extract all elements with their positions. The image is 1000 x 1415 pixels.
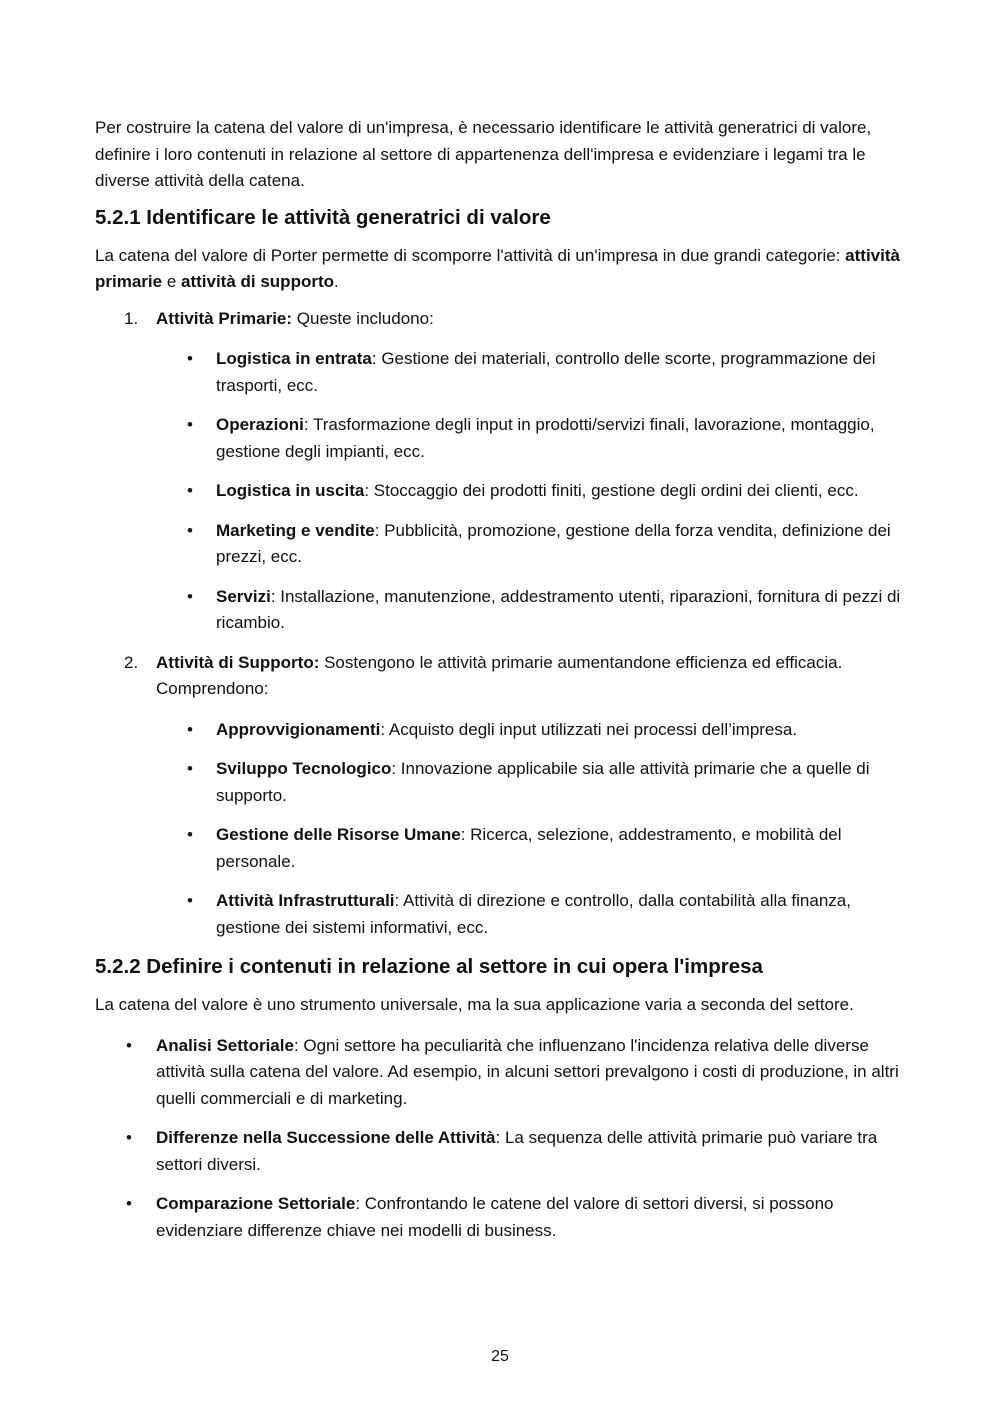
support-activities-list [156, 717, 907, 942]
document-page [95, 115, 907, 1257]
list-item: • Logistica in entrata: Gestione dei materiali, controllo delle scorte, programmazione dei trasporti, ecc. [187, 349, 876, 395]
intro-paragraph: Per costruire la catena del valore di un'impresa, è necessario identificare le attività generatrici di valore, definire i loro contenuti in relazione al settore di appartenenza dell'impresa e evidenziare i legami tra le diverse attività della catena. [95, 118, 872, 190]
list-item: • Gestione delle Risorse Umane: Ricerca, selezione, addestramento, e mobilità del personale. [187, 825, 842, 871]
list-item: • Operazioni: Trasformazione degli input in prodotti/servizi finali, lavorazione, montaggio, gestione degli impianti, ecc. [187, 415, 875, 461]
list-item-support-activities: 2. Attività di Supporto: Sostengono le attività primarie aumentandone efficienza ed efficacia. Comprendono: • Approvvigionamenti: Acquisto degli input utilizzati nei processi dell’impresa. • Sviluppo Tecnologico: Innovazione applicabile sia alle attività primarie che a quelle di supporto. • Gestione delle Risorse Umane: Ricerca, selezione, addestramento, e mobilità del personale. • Attività Infrastrutturali: Attività di direzione e controllo, dalla contabilità alla finanza, gestione dei sistemi informativi, ecc. [95, 650, 907, 942]
list-item: • Differenze nella Successione delle Attività: La sequenza delle attività primarie può variare tra settori diversi. [126, 1128, 878, 1174]
primary-activities-list [156, 346, 907, 637]
list-item: • Sviluppo Tecnologico: Innovazione applicabile sia alle attività primarie che a quelle di supporto. [187, 759, 870, 805]
section2-intro: La catena del valore è uno strumento universale, ma la sua applicazione varia a seconda del settore. [95, 995, 854, 1014]
list-item: • Marketing e vendite: Pubblicità, promozione, gestione della forza vendita, definizione dei prezzi, ecc. [187, 520, 891, 566]
bold-primary: attività primarie [95, 245, 900, 291]
list-item-primary-activities: 1. Attività Primarie: Queste includono: • Logistica in entrata: Gestione dei materiali, controllo delle scorte, programmazione dei trasporti, ecc. • Operazioni: Trasformazione degli input in prodotti/servizi finali, lavorazione, montaggio, gestione degli impianti, ecc. • Logistica in uscita: Stoccaggio dei prodotti finiti, gestione degli ordini dei clienti, ecc. • Marketing e vendite: Pubblicità, promozione, gestione della forza vendita, definizione dei prezzi, ecc. • Servizi: Installazione, manutenzione, addestramento utenti, riparazioni, fornitura di pezzi di ricambio. [95, 306, 907, 637]
bold-support: attività di supporto [181, 272, 334, 291]
list-item: • Comparazione Settoriale: Confrontando le catene del valore di settori diversi, si possono evidenziare differenze chiave nei modelli di business. [126, 1194, 834, 1240]
list-item: • Logistica in uscita: Stoccaggio dei prodotti finiti, gestione degli ordini dei clienti, ecc. [187, 481, 859, 500]
list-item: • Attività Infrastrutturali: Attività di direzione e controllo, dalla contabilità alla finanza, gestione dei sistemi informativi, ecc. [187, 891, 851, 937]
section-heading-5-2-1: 5.2.1 Identificare le attività generatrici di valore [95, 205, 551, 229]
section1-intro: La catena del valore di Porter permette di scomporre l'attività di un'impresa in due grandi categorie: attività primarie e attività di supporto. [95, 245, 900, 291]
activity-groups-list [95, 306, 907, 942]
page-number: 25 [491, 1348, 509, 1365]
sector-analysis-list [95, 1033, 907, 1245]
list-item: • Servizi: Installazione, manutenzione, addestramento utenti, riparazioni, fornitura di pezzi di ricambio. [187, 586, 901, 632]
list-item: • Approvvigionamenti: Acquisto degli input utilizzati nei processi dell’impresa. [187, 719, 798, 739]
list-item: • Analisi Settoriale: Ogni settore ha peculiarità che influenzano l'incidenza relativa delle diverse attività sulla catena del valore. Ad esempio, in alcuni settori prevalgono i costi di produzione, in altri quelli commerciali e di marketing. [126, 1035, 899, 1108]
section-heading-5-2-2: 5.2.2 Definire i contenuti in relazione al settore in cui opera l'impresa [95, 955, 763, 978]
